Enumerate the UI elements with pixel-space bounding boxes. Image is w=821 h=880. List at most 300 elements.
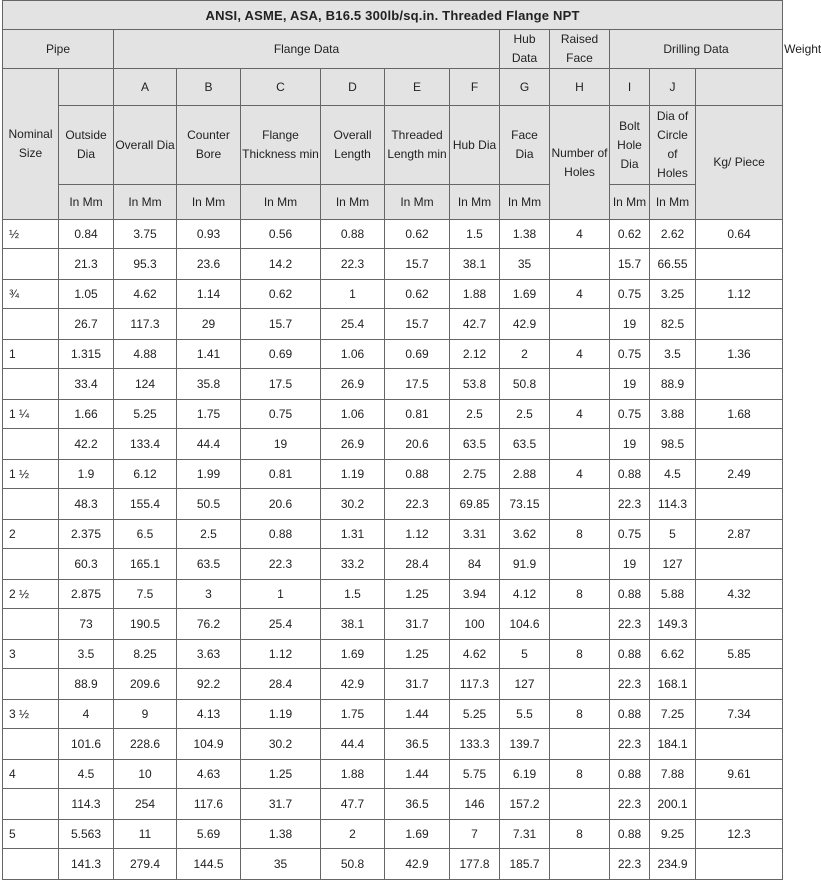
cell-inch-value: 1.25 [385, 640, 450, 669]
cell-inch-value: 4.5 [650, 460, 696, 489]
table-title: ANSI, ASME, ASA, B16.5 300lb/sq.in. Threaded Flange NPT [3, 1, 783, 30]
cell-inch-value: 1.31 [321, 520, 385, 549]
cell-mm-value: 31.7 [385, 669, 450, 700]
cell-inch-value: 2.88 [500, 460, 550, 489]
cell-inch-value: 0.88 [610, 460, 650, 489]
cell-mm-value: 63.5 [500, 429, 550, 460]
cell-inch-value: 0.75 [610, 280, 650, 309]
cell-mm-value: 127 [500, 669, 550, 700]
cell-mm-value [696, 489, 783, 520]
table-row-inch [3, 700, 783, 729]
table-row-mm [3, 489, 783, 520]
col-outside-dia: Outside Dia [59, 106, 114, 185]
cell-mm-value: 29 [177, 309, 241, 340]
cell-inch-value: 2.5 [500, 400, 550, 429]
cell-inch-value: 1.06 [321, 340, 385, 369]
cell-inch-value: 1 [321, 280, 385, 309]
cell-inch-value: 5 [650, 520, 696, 549]
cell-inch-value: 6.62 [650, 640, 696, 669]
cell-mm-value: 141.3 [59, 849, 114, 880]
cell-nominal-size: 1 ¼ [3, 400, 59, 429]
cell-mm-value: 19 [610, 309, 650, 340]
cell-mm-value: 95.3 [114, 249, 177, 280]
cell-inch-value: 1.44 [385, 700, 450, 729]
cell-inch-value: 1.06 [321, 400, 385, 429]
cell-inch-value: 0.64 [696, 220, 783, 249]
cell-mm-value: 101.6 [59, 729, 114, 760]
cell-inch-value: 7 [450, 820, 500, 849]
cell-mm-value: 19 [241, 429, 321, 460]
col-blank-od [59, 69, 114, 106]
cell-mm-value [696, 849, 783, 880]
cell-mm-value [550, 489, 610, 520]
unit-i: In Mm [610, 185, 650, 220]
cell-inch-value: 2.75 [450, 460, 500, 489]
cell-mm-value: 36.5 [385, 729, 450, 760]
cell-mm-value: 157.2 [500, 789, 550, 820]
cell-inch-value: 1.36 [696, 340, 783, 369]
unit-j: In Mm [650, 185, 696, 220]
col-nominal-size: Nominal Size [3, 69, 59, 220]
cell-inch-value: 5.88 [650, 580, 696, 609]
cell-blank [3, 849, 59, 880]
letter-h: H [550, 69, 610, 106]
cell-inch-value: 4.13 [177, 700, 241, 729]
group-hub-data: Hub Data [500, 30, 550, 69]
cell-inch-value: 8 [550, 520, 610, 549]
unit-a: In Mm [114, 185, 177, 220]
unit-b: In Mm [177, 185, 241, 220]
letter-c: C [241, 69, 321, 106]
col-overall-length: Overall Length [321, 106, 385, 185]
cell-mm-value: 33.2 [321, 549, 385, 580]
table-row-mm [3, 849, 783, 880]
cell-mm-value: 100 [450, 609, 500, 640]
cell-inch-value: 7.31 [500, 820, 550, 849]
cell-inch-value: 5.85 [696, 640, 783, 669]
cell-mm-value: 91.9 [500, 549, 550, 580]
cell-inch-value: 1.38 [500, 220, 550, 249]
cell-inch-value: 4.63 [177, 760, 241, 789]
cell-inch-value: 8 [550, 760, 610, 789]
cell-inch-value: 0.88 [610, 640, 650, 669]
col-dia-circle-holes: Dia of Circle of Holes [650, 106, 696, 185]
cell-inch-value: 9.61 [696, 760, 783, 789]
cell-mm-value: 127 [650, 549, 696, 580]
cell-mm-value: 114.3 [650, 489, 696, 520]
cell-inch-value: 1.5 [321, 580, 385, 609]
cell-inch-value: 0.75 [241, 400, 321, 429]
cell-inch-value: 2.12 [450, 340, 500, 369]
cell-mm-value: 26.7 [59, 309, 114, 340]
unit-g: In Mm [500, 185, 550, 220]
table-row-inch [3, 640, 783, 669]
table-row-mm [3, 549, 783, 580]
cell-inch-value: 4 [550, 460, 610, 489]
cell-mm-value [696, 249, 783, 280]
cell-mm-value: 66.55 [650, 249, 696, 280]
cell-mm-value: 30.2 [241, 729, 321, 760]
cell-nominal-size: 2 [3, 520, 59, 549]
cell-nominal-size: 5 [3, 820, 59, 849]
cell-inch-value: 2 [321, 820, 385, 849]
cell-inch-value: 0.81 [241, 460, 321, 489]
cell-inch-value: 2.5 [450, 400, 500, 429]
cell-inch-value: 1.68 [696, 400, 783, 429]
cell-mm-value: 17.5 [241, 369, 321, 400]
cell-mm-value: 114.3 [59, 789, 114, 820]
unit-e: In Mm [385, 185, 450, 220]
cell-mm-value: 63.5 [177, 549, 241, 580]
cell-inch-value: 9.25 [650, 820, 696, 849]
cell-inch-value: 0.88 [385, 460, 450, 489]
cell-mm-value: 73.15 [500, 489, 550, 520]
cell-inch-value: 4.62 [450, 640, 500, 669]
cell-mm-value: 209.6 [114, 669, 177, 700]
group-pipe: Pipe [3, 30, 114, 69]
cell-mm-value: 42.9 [500, 309, 550, 340]
cell-inch-value: 5.5 [500, 700, 550, 729]
cell-mm-value [550, 789, 610, 820]
cell-mm-value: 22.3 [610, 729, 650, 760]
cell-nominal-size: 4 [3, 760, 59, 789]
cell-blank [3, 609, 59, 640]
group-raised-face: Raised Face [550, 30, 610, 69]
cell-inch-value: 7.5 [114, 580, 177, 609]
cell-inch-value: 3.88 [650, 400, 696, 429]
cell-inch-value: 5.75 [450, 760, 500, 789]
table-row-mm [3, 669, 783, 700]
cell-mm-value: 22.3 [385, 489, 450, 520]
cell-mm-value: 165.1 [114, 549, 177, 580]
letter-g: G [500, 69, 550, 106]
cell-inch-value: 0.81 [385, 400, 450, 429]
cell-inch-value: 1.66 [59, 400, 114, 429]
cell-mm-value: 31.7 [241, 789, 321, 820]
cell-inch-value: 1.19 [241, 700, 321, 729]
cell-inch-value: 4.32 [696, 580, 783, 609]
cell-mm-value: 50.8 [500, 369, 550, 400]
cell-mm-value: 84 [450, 549, 500, 580]
cell-inch-value: 2.49 [696, 460, 783, 489]
cell-inch-value: 7.88 [650, 760, 696, 789]
cell-mm-value: 92.2 [177, 669, 241, 700]
letter-e: E [385, 69, 450, 106]
cell-mm-value: 26.9 [321, 369, 385, 400]
cell-mm-value: 124 [114, 369, 177, 400]
cell-inch-value: 6.5 [114, 520, 177, 549]
cell-inch-value: 0.88 [610, 760, 650, 789]
cell-blank [3, 549, 59, 580]
cell-inch-value: 2.375 [59, 520, 114, 549]
cell-mm-value: 190.5 [114, 609, 177, 640]
col-flange-thickness: Flange Thickness min [241, 106, 321, 185]
cell-mm-value: 185.7 [500, 849, 550, 880]
cell-inch-value: 4 [550, 340, 610, 369]
cell-mm-value: 15.7 [385, 309, 450, 340]
cell-mm-value: 155.4 [114, 489, 177, 520]
cell-inch-value: 11 [114, 820, 177, 849]
cell-inch-value: 4 [550, 400, 610, 429]
cell-mm-value [696, 369, 783, 400]
cell-mm-value: 42.7 [450, 309, 500, 340]
cell-mm-value: 25.4 [241, 609, 321, 640]
cell-mm-value [550, 429, 610, 460]
cell-inch-value: 8 [550, 580, 610, 609]
cell-inch-value: 3.75 [114, 220, 177, 249]
unit-od: In Mm [59, 185, 114, 220]
cell-inch-value: 0.75 [610, 340, 650, 369]
cell-inch-value: 2.875 [59, 580, 114, 609]
cell-nominal-size: 2 ½ [3, 580, 59, 609]
letter-j: J [650, 69, 696, 106]
cell-inch-value: 4.12 [500, 580, 550, 609]
cell-mm-value: 133.4 [114, 429, 177, 460]
table-row-inch [3, 760, 783, 789]
cell-mm-value: 73 [59, 609, 114, 640]
cell-mm-value: 279.4 [114, 849, 177, 880]
cell-inch-value: 5.563 [59, 820, 114, 849]
cell-mm-value: 168.1 [650, 669, 696, 700]
col-threaded-length: Threaded Length min [385, 106, 450, 185]
group-drilling-data: Drilling Data [610, 30, 783, 69]
cell-inch-value: 1.69 [321, 640, 385, 669]
cell-inch-value: 1.38 [241, 820, 321, 849]
cell-mm-value: 63.5 [450, 429, 500, 460]
cell-mm-value: 22.3 [321, 249, 385, 280]
cell-mm-value: 31.7 [385, 609, 450, 640]
letter-f: F [450, 69, 500, 106]
cell-inch-value: 1.19 [321, 460, 385, 489]
cell-mm-value: 23.6 [177, 249, 241, 280]
cell-mm-value: 60.3 [59, 549, 114, 580]
cell-mm-value: 22.3 [610, 489, 650, 520]
cell-inch-value: 5.25 [114, 400, 177, 429]
cell-mm-value: 42.9 [385, 849, 450, 880]
cell-inch-value: 1.9 [59, 460, 114, 489]
group-flange-data: Flange Data [114, 30, 500, 69]
cell-inch-value: 1.44 [385, 760, 450, 789]
cell-inch-value: 3 [177, 580, 241, 609]
letter-d: D [321, 69, 385, 106]
cell-inch-value: 3.25 [650, 280, 696, 309]
cell-inch-value: 4 [550, 280, 610, 309]
unit-c: In Mm [241, 185, 321, 220]
cell-blank [3, 669, 59, 700]
col-blank-weight [696, 69, 783, 106]
cell-blank [3, 789, 59, 820]
cell-mm-value [550, 729, 610, 760]
cell-nominal-size: 3 ½ [3, 700, 59, 729]
cell-mm-value [696, 789, 783, 820]
cell-blank [3, 729, 59, 760]
cell-inch-value: 3.62 [500, 520, 550, 549]
cell-mm-value: 82.5 [650, 309, 696, 340]
cell-inch-value: 0.62 [385, 280, 450, 309]
cell-mm-value: 184.1 [650, 729, 696, 760]
cell-inch-value: 3.94 [450, 580, 500, 609]
cell-mm-value: 22.3 [610, 609, 650, 640]
cell-inch-value: 3.5 [650, 340, 696, 369]
unit-f: In Mm [450, 185, 500, 220]
table-row-inch [3, 460, 783, 489]
cell-inch-value: 1.5 [450, 220, 500, 249]
cell-inch-value: 2.62 [650, 220, 696, 249]
letter-i: I [610, 69, 650, 106]
cell-inch-value: 1.69 [385, 820, 450, 849]
cell-inch-value: 6.12 [114, 460, 177, 489]
cell-mm-value: 28.4 [241, 669, 321, 700]
cell-mm-value: 22.3 [610, 669, 650, 700]
cell-inch-value: 8 [550, 640, 610, 669]
cell-inch-value: 1.25 [385, 580, 450, 609]
cell-blank [3, 309, 59, 340]
cell-mm-value: 42.2 [59, 429, 114, 460]
col-overall-dia: Overall Dia [114, 106, 177, 185]
cell-inch-value: 4 [59, 700, 114, 729]
cell-inch-value: 0.88 [610, 820, 650, 849]
cell-mm-value: 98.5 [650, 429, 696, 460]
cell-mm-value [550, 669, 610, 700]
cell-mm-value: 50.5 [177, 489, 241, 520]
cell-inch-value: 5 [500, 640, 550, 669]
cell-inch-value: 1.99 [177, 460, 241, 489]
cell-mm-value: 20.6 [241, 489, 321, 520]
cell-mm-value [550, 369, 610, 400]
cell-mm-value: 21.3 [59, 249, 114, 280]
cell-mm-value: 234.9 [650, 849, 696, 880]
cell-mm-value: 42.9 [321, 669, 385, 700]
cell-mm-value: 177.8 [450, 849, 500, 880]
col-bolt-hole-dia: Bolt Hole Dia [610, 106, 650, 185]
cell-mm-value: 228.6 [114, 729, 177, 760]
cell-mm-value: 44.4 [321, 729, 385, 760]
cell-inch-value: 0.88 [241, 520, 321, 549]
cell-mm-value: 44.4 [177, 429, 241, 460]
table-row-inch [3, 400, 783, 429]
cell-mm-value: 117.3 [114, 309, 177, 340]
cell-inch-value: 0.62 [610, 220, 650, 249]
cell-mm-value: 14.2 [241, 249, 321, 280]
cell-mm-value: 104.9 [177, 729, 241, 760]
cell-mm-value: 33.4 [59, 369, 114, 400]
cell-inch-value: 4.88 [114, 340, 177, 369]
cell-inch-value: 3.31 [450, 520, 500, 549]
cell-inch-value: 1.88 [450, 280, 500, 309]
table-row-inch [3, 820, 783, 849]
cell-mm-value: 104.6 [500, 609, 550, 640]
cell-inch-value: 2 [500, 340, 550, 369]
cell-blank [3, 249, 59, 280]
cell-mm-value: 50.8 [321, 849, 385, 880]
cell-inch-value: 0.88 [321, 220, 385, 249]
cell-inch-value: 1.12 [241, 640, 321, 669]
cell-inch-value: 0.75 [610, 400, 650, 429]
cell-mm-value: 35.8 [177, 369, 241, 400]
cell-inch-value: 0.93 [177, 220, 241, 249]
cell-mm-value: 22.3 [610, 849, 650, 880]
table-row-mm [3, 789, 783, 820]
cell-mm-value: 88.9 [650, 369, 696, 400]
cell-inch-value: 4.62 [114, 280, 177, 309]
cell-inch-value: 1.69 [500, 280, 550, 309]
cell-inch-value: 7.25 [650, 700, 696, 729]
cell-inch-value: 4.5 [59, 760, 114, 789]
cell-inch-value: 1.05 [59, 280, 114, 309]
table-row-mm [3, 729, 783, 760]
cell-mm-value: 26.9 [321, 429, 385, 460]
cell-mm-value [550, 249, 610, 280]
cell-mm-value: 15.7 [241, 309, 321, 340]
cell-inch-value: 8 [550, 820, 610, 849]
table-row-mm [3, 369, 783, 400]
table-body [3, 220, 783, 880]
col-number-of-holes: Number of Holes [550, 106, 610, 220]
cell-inch-value: 3.5 [59, 640, 114, 669]
cell-inch-value: 1.12 [696, 280, 783, 309]
cell-mm-value: 17.5 [385, 369, 450, 400]
cell-inch-value: 0.62 [385, 220, 450, 249]
cell-inch-value: 5.25 [450, 700, 500, 729]
cell-mm-value [550, 549, 610, 580]
table-row-mm [3, 429, 783, 460]
cell-mm-value: 15.7 [385, 249, 450, 280]
cell-inch-value: 4 [550, 220, 610, 249]
col-face-dia: Face Dia [500, 106, 550, 185]
cell-mm-value: 144.5 [177, 849, 241, 880]
cell-mm-value: 69.85 [450, 489, 500, 520]
cell-mm-value: 35 [241, 849, 321, 880]
cell-inch-value: 3.63 [177, 640, 241, 669]
cell-mm-value: 53.8 [450, 369, 500, 400]
cell-inch-value: 1.88 [321, 760, 385, 789]
cell-blank [3, 429, 59, 460]
cell-mm-value [550, 309, 610, 340]
cell-inch-value: 1 [241, 580, 321, 609]
cell-inch-value: 0.75 [610, 520, 650, 549]
table-row-inch [3, 280, 783, 309]
cell-mm-value [550, 609, 610, 640]
cell-mm-value: 22.3 [610, 789, 650, 820]
unit-d: In Mm [321, 185, 385, 220]
cell-inch-value: 9 [114, 700, 177, 729]
cell-inch-value: 1.75 [177, 400, 241, 429]
cell-nominal-size: 1 [3, 340, 59, 369]
cell-mm-value: 117.6 [177, 789, 241, 820]
letter-a: A [114, 69, 177, 106]
cell-mm-value: 30.2 [321, 489, 385, 520]
cell-inch-value: 10 [114, 760, 177, 789]
cell-mm-value [550, 849, 610, 880]
cell-blank [3, 369, 59, 400]
cell-inch-value: 0.88 [610, 580, 650, 609]
table-row-inch [3, 580, 783, 609]
cell-mm-value: 88.9 [59, 669, 114, 700]
cell-mm-value: 117.3 [450, 669, 500, 700]
cell-mm-value: 146 [450, 789, 500, 820]
cell-inch-value: 7.34 [696, 700, 783, 729]
cell-mm-value: 19 [610, 429, 650, 460]
cell-inch-value: 8 [550, 700, 610, 729]
cell-inch-value: 12.3 [696, 820, 783, 849]
cell-inch-value: 1.14 [177, 280, 241, 309]
cell-inch-value: 2.87 [696, 520, 783, 549]
cell-mm-value: 19 [610, 369, 650, 400]
cell-nominal-size: 1 ½ [3, 460, 59, 489]
col-counter-bore: Counter Bore [177, 106, 241, 185]
cell-mm-value: 48.3 [59, 489, 114, 520]
table-row-mm [3, 609, 783, 640]
